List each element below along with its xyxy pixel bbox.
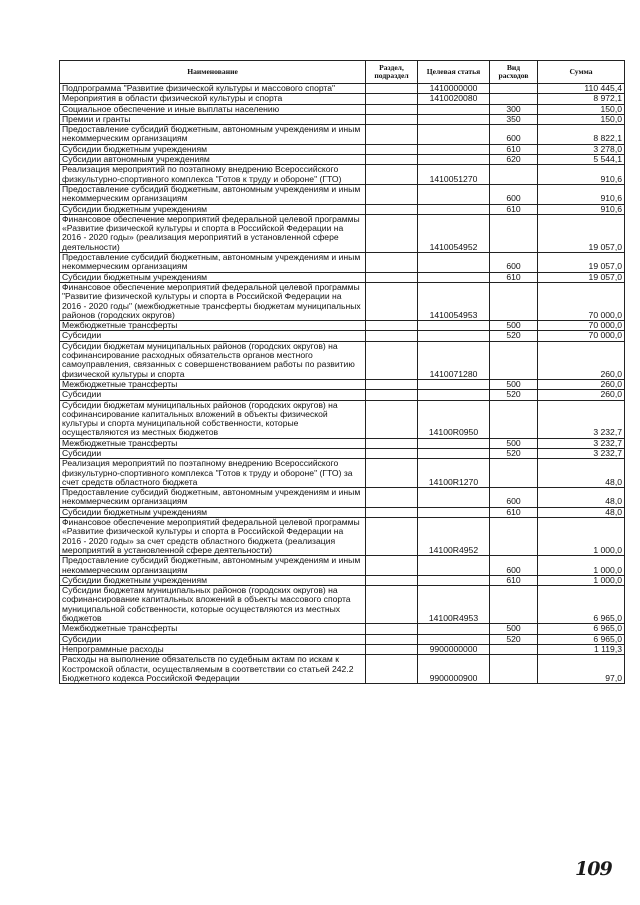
- table-row: [60, 655, 625, 684]
- cell-section: [366, 321, 418, 331]
- cell-target: [418, 488, 490, 508]
- cell-target: 14100R4953: [418, 586, 490, 624]
- cell-name: Расходы на выполнение обязательств по судебным актам по искам к Костромской области, осуществляемым в соответствии со статьей 242.2 Бюджетного кодекса Российской Федерации: [60, 655, 366, 684]
- cell-name: Субсидии бюджетным учреждениям: [60, 507, 366, 517]
- cell-type: 500: [490, 321, 538, 331]
- table-row: [60, 575, 625, 585]
- cell-name: Субсидии бюджетам муниципальных районов (городских округов) на софинансирование расходных обязательств органов местного самоуправления, связанных с совершенствованием работы по развитию физической культуры и спорта: [60, 341, 366, 379]
- cell-section: [366, 165, 418, 185]
- table-row: [60, 507, 625, 517]
- cell-sum: 260,0: [538, 341, 625, 379]
- cell-target: [418, 379, 490, 389]
- table-row: [60, 400, 625, 438]
- cell-target: [418, 155, 490, 165]
- cell-name: Межбюджетные трансферты: [60, 438, 366, 448]
- cell-name: Реализация мероприятий по поэтапному внедрению Всероссийского физкультурно-спортивного комплекса "Готов к труду и обороне" (ГТО) за счет средств областного бюджета: [60, 459, 366, 488]
- cell-type: 500: [490, 438, 538, 448]
- cell-section: [366, 125, 418, 145]
- cell-sum: 910,6: [538, 165, 625, 185]
- cell-type: 610: [490, 507, 538, 517]
- cell-name: Социальное обеспечение и иные выплаты населению: [60, 104, 366, 114]
- cell-target: [418, 144, 490, 154]
- table-row: [60, 125, 625, 145]
- cell-section: [366, 144, 418, 154]
- cell-sum: 910,6: [538, 184, 625, 204]
- cell-sum: 260,0: [538, 379, 625, 389]
- cell-name: Межбюджетные трансферты: [60, 379, 366, 389]
- cell-type: [490, 214, 538, 252]
- cell-target: 1410020080: [418, 94, 490, 104]
- cell-type: 610: [490, 144, 538, 154]
- cell-type: 300: [490, 104, 538, 114]
- cell-target: [418, 321, 490, 331]
- cell-name: Субсидии: [60, 331, 366, 341]
- cell-type: 610: [490, 575, 538, 585]
- cell-type: 600: [490, 184, 538, 204]
- table-row: [60, 321, 625, 331]
- page-number: 109: [575, 858, 612, 880]
- cell-name: Субсидии автономным учреждениям: [60, 155, 366, 165]
- table-row: [60, 253, 625, 273]
- cell-type: [490, 282, 538, 320]
- cell-section: [366, 586, 418, 624]
- cell-name: Межбюджетные трансферты: [60, 321, 366, 331]
- cell-type: [490, 644, 538, 654]
- cell-section: [366, 272, 418, 282]
- cell-section: [366, 282, 418, 320]
- cell-target: [418, 390, 490, 400]
- cell-name: Финансовое обеспечение мероприятий федеральной целевой программы «Развитие физической культуры и спорта в Российской Федерации на 2016 - 2020 годы» (реализация мероприятий в установленной сфере деятельности): [60, 214, 366, 252]
- cell-sum: 8 822,1: [538, 125, 625, 145]
- table-row: [60, 438, 625, 448]
- cell-sum: 3 232,7: [538, 438, 625, 448]
- cell-section: [366, 507, 418, 517]
- cell-target: [418, 272, 490, 282]
- cell-section: [366, 655, 418, 684]
- cell-sum: 6 965,0: [538, 624, 625, 634]
- cell-name: Субсидии бюджетным учреждениям: [60, 204, 366, 214]
- table-header-row: [60, 61, 625, 84]
- cell-name: Субсидии бюджетным учреждениям: [60, 272, 366, 282]
- cell-target: 14100R0950: [418, 400, 490, 438]
- table-row: [60, 586, 625, 624]
- cell-section: [366, 155, 418, 165]
- cell-name: Субсидии бюджетным учреждениям: [60, 575, 366, 585]
- cell-target: 14100R1270: [418, 459, 490, 488]
- cell-target: 14100R4952: [418, 518, 490, 556]
- cell-target: [418, 331, 490, 341]
- table-row: [60, 624, 625, 634]
- table-row: [60, 155, 625, 165]
- header-section: Раздел, подраздел: [366, 61, 418, 84]
- cell-target: [418, 204, 490, 214]
- cell-target: [418, 253, 490, 273]
- cell-type: [490, 165, 538, 185]
- cell-target: 1410054953: [418, 282, 490, 320]
- cell-sum: 3 278,0: [538, 144, 625, 154]
- table-row: [60, 144, 625, 154]
- table-row: [60, 114, 625, 124]
- cell-type: 600: [490, 125, 538, 145]
- cell-type: 610: [490, 204, 538, 214]
- table-row: [60, 282, 625, 320]
- cell-sum: 910,6: [538, 204, 625, 214]
- table-row: [60, 272, 625, 282]
- table-row: [60, 644, 625, 654]
- cell-section: [366, 214, 418, 252]
- header-type: Вид расходов: [490, 61, 538, 84]
- table-row: [60, 94, 625, 104]
- cell-type: 350: [490, 114, 538, 124]
- cell-target: [418, 125, 490, 145]
- cell-name: Подпрограмма "Развитие физической культуры и массового спорта": [60, 84, 366, 94]
- cell-target: [418, 634, 490, 644]
- table-row: [60, 204, 625, 214]
- cell-section: [366, 390, 418, 400]
- cell-type: [490, 586, 538, 624]
- cell-section: [366, 104, 418, 114]
- cell-section: [366, 556, 418, 576]
- cell-section: [366, 634, 418, 644]
- table-row: [60, 459, 625, 488]
- cell-section: [366, 253, 418, 273]
- table-row: [60, 556, 625, 576]
- cell-target: [418, 575, 490, 585]
- cell-sum: 110 445,4: [538, 84, 625, 94]
- table-row: [60, 165, 625, 185]
- cell-section: [366, 379, 418, 389]
- cell-name: Мероприятия в области физической культуры и спорта: [60, 94, 366, 104]
- cell-name: Финансовое обеспечение мероприятий федеральной целевой программы "Развитие физической культуры и спорта в Российской Федерации на 2016 - 2020 годы" (межбюджетные трансферты бюджетам муниципальных районов (городских округов): [60, 282, 366, 320]
- cell-sum: 97,0: [538, 655, 625, 684]
- cell-sum: 19 057,0: [538, 272, 625, 282]
- cell-name: Субсидии: [60, 634, 366, 644]
- cell-sum: 48,0: [538, 507, 625, 517]
- cell-sum: 70 000,0: [538, 321, 625, 331]
- cell-type: [490, 518, 538, 556]
- table-row: [60, 84, 625, 94]
- cell-type: 500: [490, 624, 538, 634]
- cell-target: 1410054952: [418, 214, 490, 252]
- cell-target: 1410071280: [418, 341, 490, 379]
- table-body: [60, 84, 625, 684]
- cell-section: [366, 575, 418, 585]
- cell-target: 1410051270: [418, 165, 490, 185]
- cell-section: [366, 84, 418, 94]
- cell-type: 520: [490, 390, 538, 400]
- cell-section: [366, 644, 418, 654]
- cell-sum: 48,0: [538, 488, 625, 508]
- cell-sum: 260,0: [538, 390, 625, 400]
- cell-type: [490, 400, 538, 438]
- cell-section: [366, 459, 418, 488]
- cell-sum: 150,0: [538, 114, 625, 124]
- cell-target: [418, 448, 490, 458]
- cell-sum: 19 057,0: [538, 253, 625, 273]
- cell-type: 610: [490, 272, 538, 282]
- cell-sum: 19 057,0: [538, 214, 625, 252]
- cell-name: Межбюджетные трансферты: [60, 624, 366, 634]
- budget-table: [59, 60, 625, 684]
- cell-type: [490, 94, 538, 104]
- cell-target: [418, 104, 490, 114]
- cell-name: Предоставление субсидий бюджетным, автономным учреждениям и иным некоммерческим организациям: [60, 488, 366, 508]
- cell-name: Реализация мероприятий по поэтапному внедрению Всероссийского физкультурно-спортивного комплекса "Готов к труду и обороне" (ГТО): [60, 165, 366, 185]
- cell-section: [366, 341, 418, 379]
- cell-name: Субсидии: [60, 390, 366, 400]
- cell-sum: 6 965,0: [538, 586, 625, 624]
- cell-sum: 1 000,0: [538, 518, 625, 556]
- table-row: [60, 488, 625, 508]
- cell-section: [366, 400, 418, 438]
- header-target: Целевая статья: [418, 61, 490, 84]
- cell-sum: 8 972,1: [538, 94, 625, 104]
- cell-type: 600: [490, 488, 538, 508]
- header-sum: Сумма: [538, 61, 625, 84]
- cell-section: [366, 331, 418, 341]
- cell-target: [418, 184, 490, 204]
- cell-type: 520: [490, 448, 538, 458]
- cell-name: Премии и гранты: [60, 114, 366, 124]
- cell-name: Предоставление субсидий бюджетным, автономным учреждениям и иным некоммерческим организациям: [60, 253, 366, 273]
- cell-section: [366, 448, 418, 458]
- cell-section: [366, 438, 418, 448]
- cell-sum: 150,0: [538, 104, 625, 114]
- cell-name: Предоставление субсидий бюджетным, автономным учреждениям и иным некоммерческим организациям: [60, 556, 366, 576]
- cell-section: [366, 94, 418, 104]
- table-row: [60, 104, 625, 114]
- table-row: [60, 214, 625, 252]
- table-row: [60, 379, 625, 389]
- cell-sum: 48,0: [538, 459, 625, 488]
- table-row: [60, 448, 625, 458]
- cell-sum: 6 965,0: [538, 634, 625, 644]
- cell-section: [366, 184, 418, 204]
- cell-name: Предоставление субсидий бюджетным, автономным учреждениям и иным некоммерческим организациям: [60, 125, 366, 145]
- cell-type: 520: [490, 634, 538, 644]
- cell-name: Предоставление субсидий бюджетным, автономным учреждениям и иным некоммерческим организациям: [60, 184, 366, 204]
- cell-name: Субсидии бюджетам муниципальных районов (городских округов) на софинансирование капитальных вложений в объекты физической культуры и спорта муниципальной собственности, которые осуществляются из местных бюджетов: [60, 400, 366, 438]
- cell-section: [366, 624, 418, 634]
- cell-target: [418, 438, 490, 448]
- table-row: [60, 184, 625, 204]
- cell-sum: 1 000,0: [538, 575, 625, 585]
- cell-type: [490, 341, 538, 379]
- cell-type: 600: [490, 253, 538, 273]
- cell-section: [366, 204, 418, 214]
- cell-type: 620: [490, 155, 538, 165]
- cell-target: [418, 507, 490, 517]
- cell-target: [418, 624, 490, 634]
- cell-target: 9900000000: [418, 644, 490, 654]
- cell-type: 600: [490, 556, 538, 576]
- cell-sum: 1 119,3: [538, 644, 625, 654]
- cell-sum: 1 000,0: [538, 556, 625, 576]
- cell-sum: 3 232,7: [538, 448, 625, 458]
- cell-sum: 70 000,0: [538, 282, 625, 320]
- table-row: [60, 518, 625, 556]
- cell-name: Субсидии бюджетным учреждениям: [60, 144, 366, 154]
- cell-target: [418, 114, 490, 124]
- table-row: [60, 331, 625, 341]
- cell-name: Непрограммные расходы: [60, 644, 366, 654]
- cell-type: [490, 459, 538, 488]
- cell-section: [366, 488, 418, 508]
- cell-sum: 5 544,1: [538, 155, 625, 165]
- cell-type: [490, 84, 538, 94]
- cell-target: 1410000000: [418, 84, 490, 94]
- table-row: [60, 341, 625, 379]
- table-row: [60, 634, 625, 644]
- table-row: [60, 390, 625, 400]
- cell-name: Финансовое обеспечение мероприятий федеральной целевой программы «Развитие физической культуры и спорта в Российской Федерации на 2016 - 2020 годы» за счет средств областного бюджета (реализация мероприятий в установленной сфере деятельности): [60, 518, 366, 556]
- cell-section: [366, 114, 418, 124]
- cell-target: [418, 556, 490, 576]
- cell-target: 9900000900: [418, 655, 490, 684]
- cell-section: [366, 518, 418, 556]
- cell-type: [490, 655, 538, 684]
- cell-sum: 70 000,0: [538, 331, 625, 341]
- cell-type: 520: [490, 331, 538, 341]
- header-name: Наименование: [60, 61, 366, 84]
- cell-type: 500: [490, 379, 538, 389]
- cell-name: Субсидии бюджетам муниципальных районов (городских округов) на софинансирование капитальных вложений в объекты массового спорта муниципальной собственности, которые осуществляются из местных бюджетов: [60, 586, 366, 624]
- cell-sum: 3 232,7: [538, 400, 625, 438]
- cell-name: Субсидии: [60, 448, 366, 458]
